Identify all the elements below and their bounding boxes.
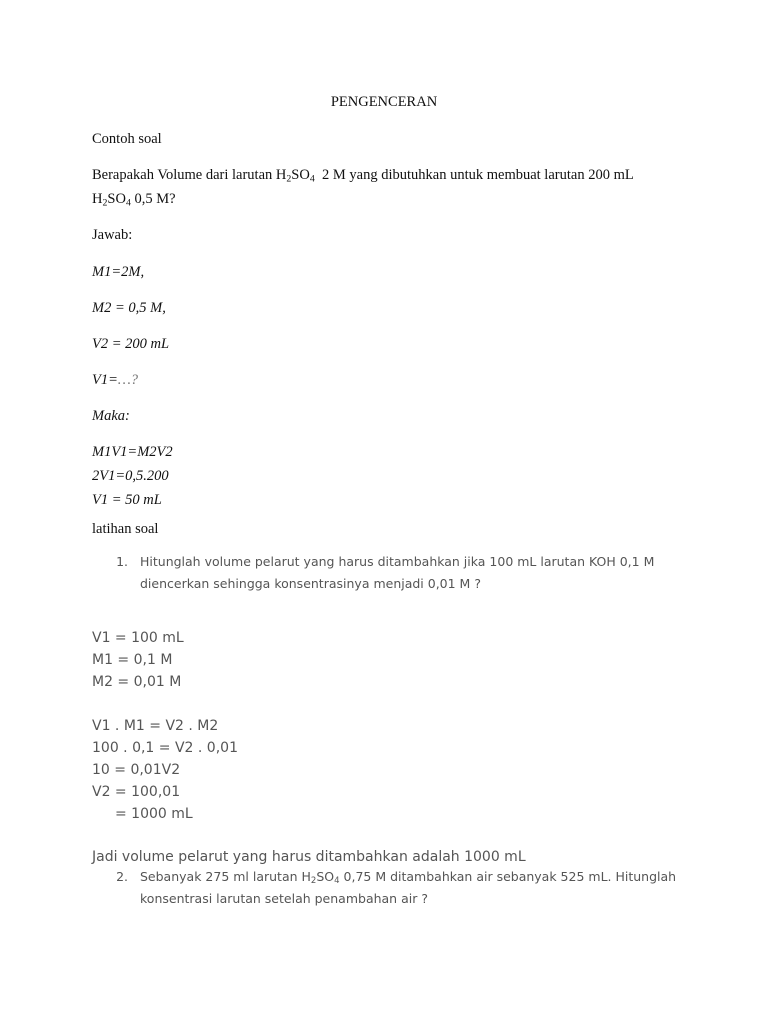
q1-work-line: V2 = 100,01	[92, 784, 181, 800]
question-2-line-2: konsentrasi larutan setelah penambahan air ?	[140, 891, 428, 906]
question-number: 2.	[116, 869, 128, 884]
question-1-line-1: Hitunglah volume pelarut yang harus ditambahkan jika 100 mL larutan KOH 0,1 M	[140, 554, 655, 569]
text: 0,5 M?	[130, 191, 176, 207]
q1-given-m2: M2 = 0,01 M	[92, 674, 182, 690]
question-1-line-2: diencerkan sehingga konsentrasinya menjadi 0,01 M ?	[140, 576, 481, 591]
subscript: 2	[102, 197, 108, 209]
text: SO	[291, 167, 310, 183]
text: 2 M yang dibutuhkan untuk membuat larutan 200 mL	[314, 167, 634, 183]
solution-line: M1V1=M2V2	[92, 444, 173, 460]
maka-label: Maka:	[92, 408, 130, 424]
q1-conclusion: Jadi volume pelarut yang harus ditambahkan adalah 1000 mL	[92, 849, 526, 865]
text: H	[92, 191, 103, 207]
given-m1: M1=2M,	[92, 264, 145, 280]
given-v2: V2 = 200 mL	[92, 336, 170, 352]
q1-work-line: 10 = 0,01V2	[92, 762, 181, 778]
example-question-line-1	[92, 167, 634, 184]
q1-work-line: 100 . 0,1 = V2 . 0,01	[92, 740, 238, 756]
unknown-v1	[92, 372, 138, 389]
subscript: 4	[334, 876, 340, 887]
text: …?	[117, 372, 139, 388]
example-question-line-2	[92, 191, 176, 208]
q1-work-line: = 1000 mL	[115, 806, 193, 822]
given-m2: M2 = 0,5 M,	[92, 300, 166, 316]
answer-label: Jawab:	[92, 227, 133, 243]
text: Sebanyak 275 ml larutan H	[140, 869, 311, 884]
practice-heading: latihan soal	[92, 521, 159, 537]
solution-line: V1 = 50 mL	[92, 492, 162, 508]
text: 0,75 M ditambahkan air sebanyak 525 mL. Hitunglah	[339, 869, 677, 884]
question-number: 1.	[116, 554, 128, 569]
solution-line: 2V1=0,5.200	[92, 468, 169, 484]
text: SO	[316, 869, 335, 884]
text: Berapakah Volume dari larutan H	[92, 167, 287, 183]
question-2-line-1	[140, 869, 677, 887]
subscript: 2	[286, 173, 292, 185]
subscript: 4	[125, 197, 131, 209]
page-title: PENGENCERAN	[330, 94, 438, 110]
subscript: 4	[309, 173, 315, 185]
q1-given-v1: V1 = 100 mL	[92, 630, 184, 646]
subscript: 2	[310, 876, 317, 887]
example-heading: Contoh soal	[92, 131, 162, 147]
q1-given-m1: M1 = 0,1 M	[92, 652, 173, 668]
q1-work-line: V1 . M1 = V2 . M2	[92, 718, 219, 734]
text: SO	[107, 191, 126, 207]
text: V1=	[92, 372, 118, 388]
